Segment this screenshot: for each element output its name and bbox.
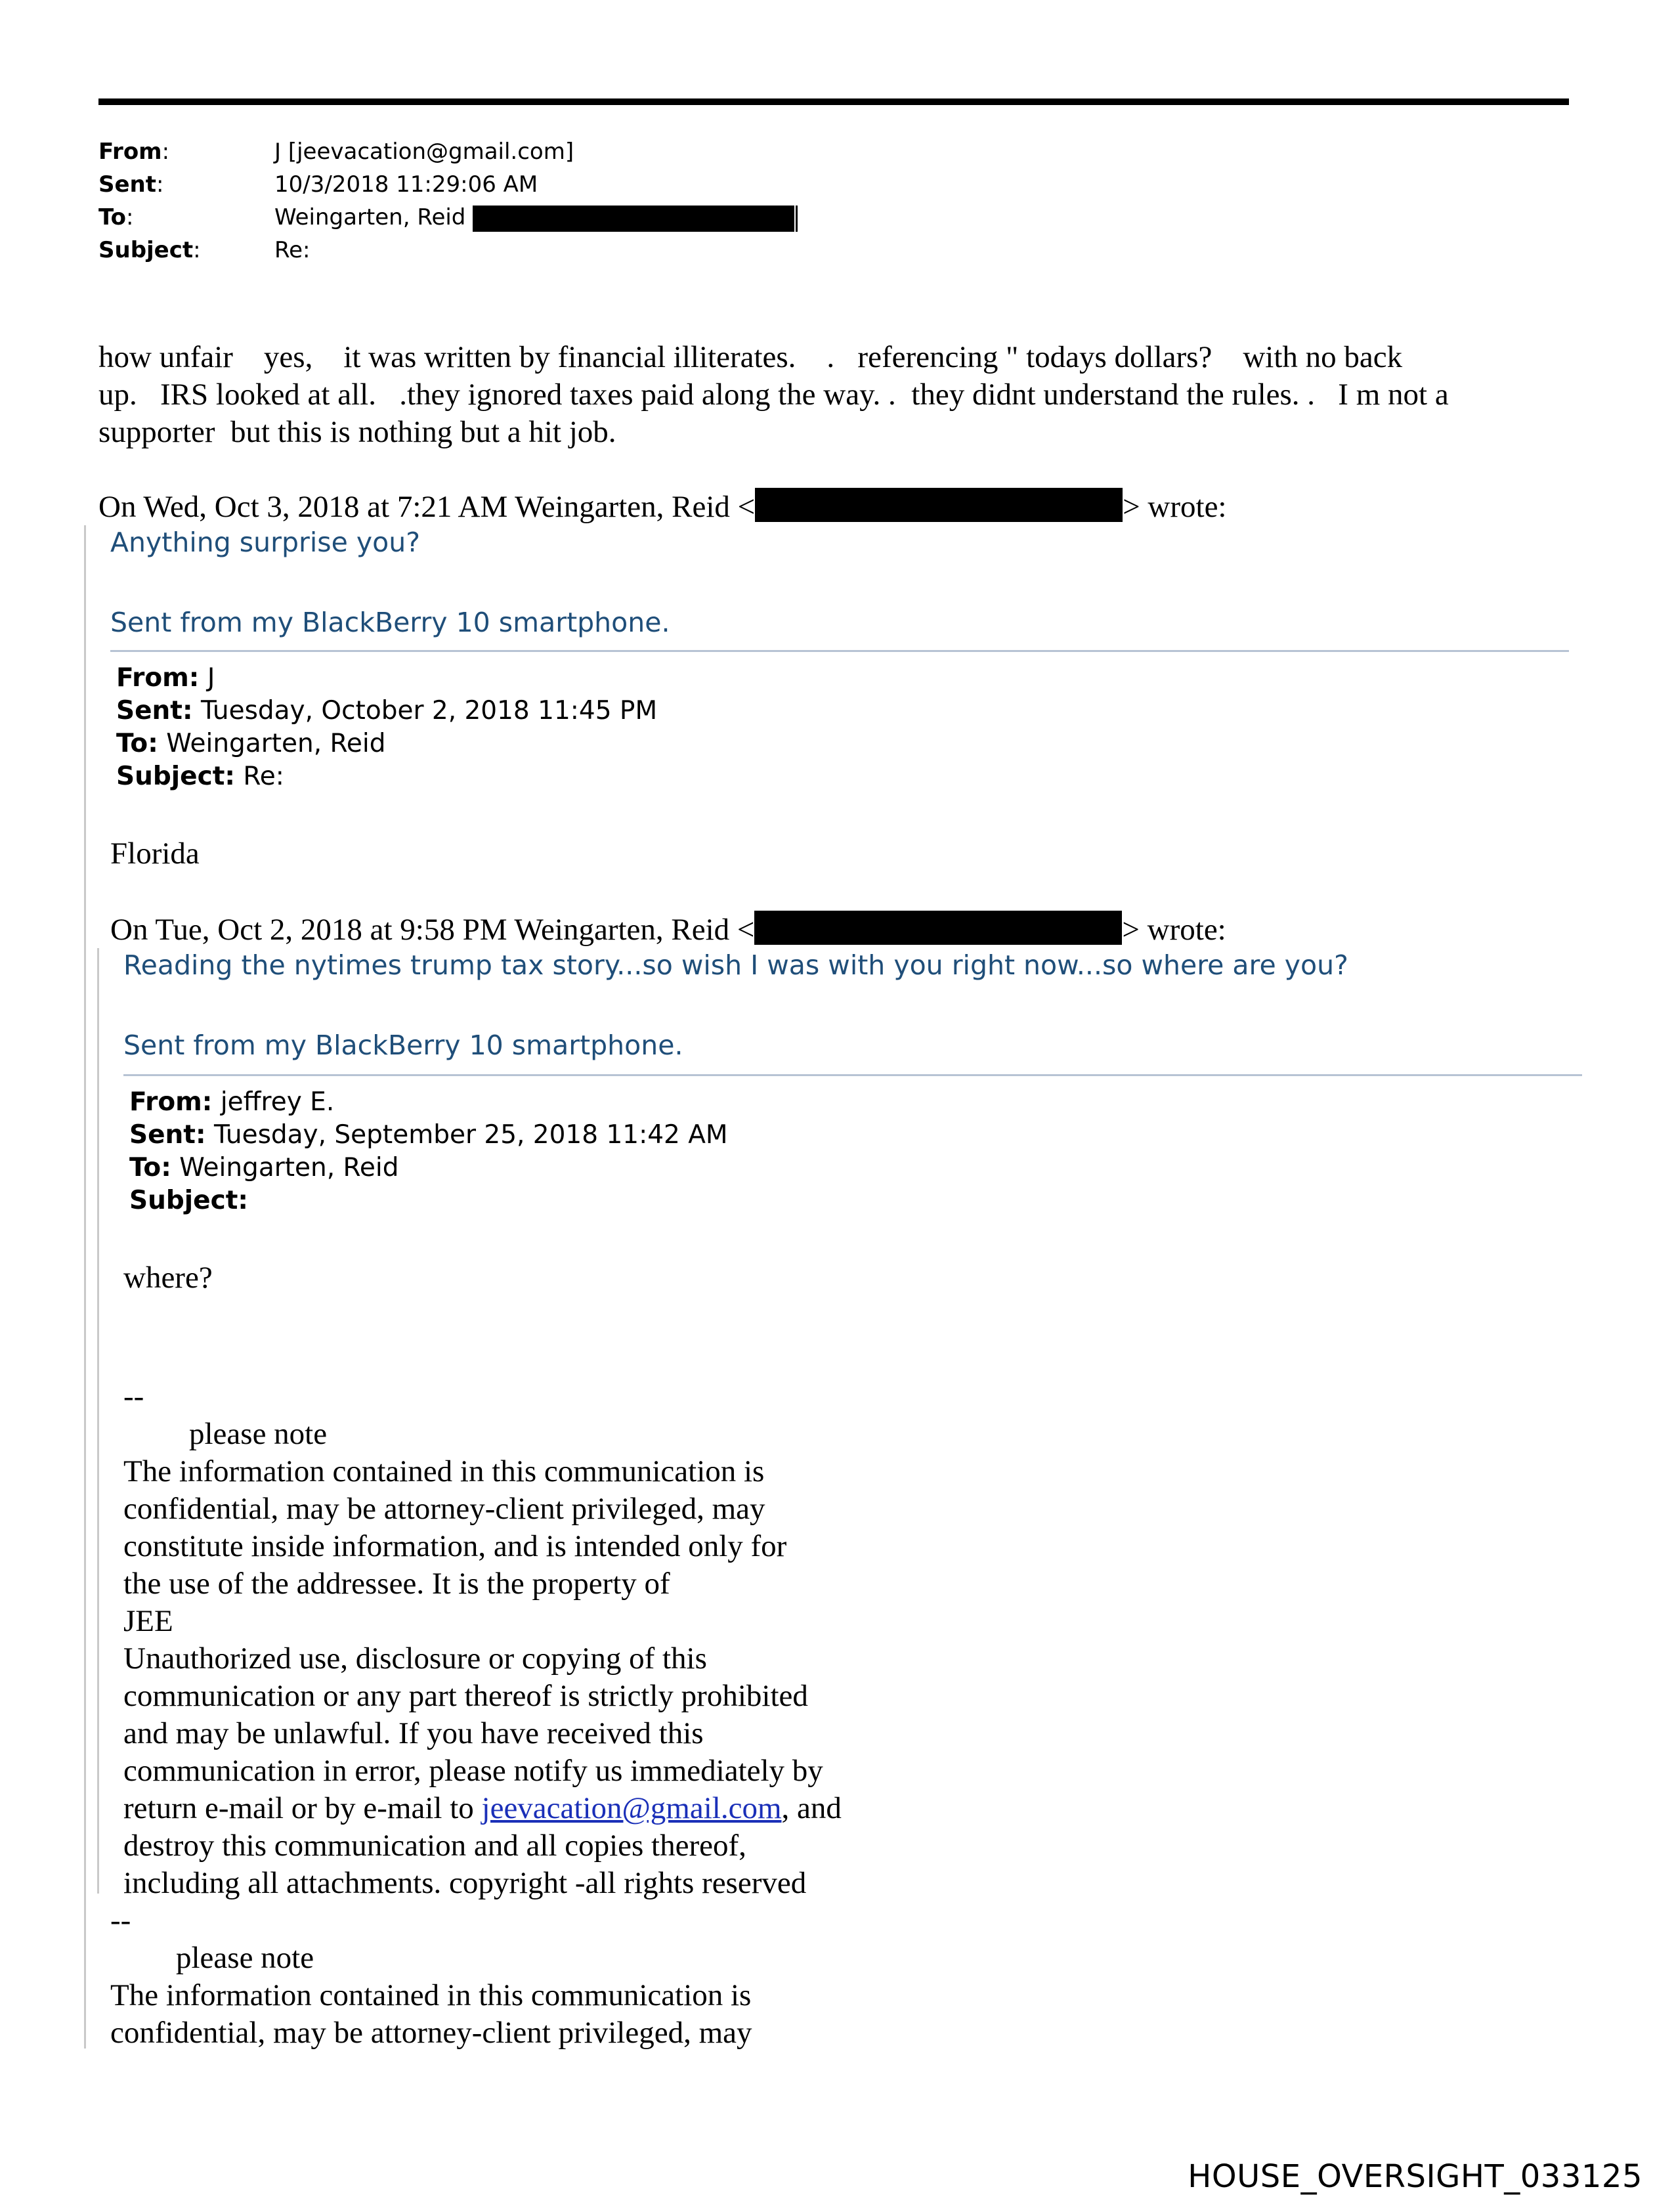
quote2-separator (123, 1074, 1582, 1076)
quote2-intro-tail: > wrote: (1122, 913, 1226, 947)
email-page: From: J [jeevacation@gmail.com] Sent: 10/3/2018 11:29:06 AM To: Weingarten, Reid Subject: Re: how unfair yes, it was written by financial illiterates. . referencing " todays dollars? with no back up. IRS looked at all. .they ignored taxes paid along the way. . they didnt understand the rules. . I m not a supporter but this is nothing but a hit job. On Wed, Oct 3, 2018 at 7:21 AM Weingarten, Reid < > wrote: Anything surprise you? Sent from my BlackBerry 10 smartphone. From: J Sent: Tuesday, October 2, 2018 11:45 PM To: Weingarten, Reid Subject: Re: Florida On Tue, Oct 2, 2018 at 9:58 PM Weingarten, Reid < > wrote: Reading the nytimes trump tax story...so wish I was with you right now...so where are you? Sent from my BlackBerry 10 smartphone. From: jeffrey E. Sent: Tuesday, September 25, 2018 11:42 AM To: Weingarten, Reid Subject: where? -- please note The information contained in this communication is confidential, may be attorney-client privileged, may constitute inside information, and is intended only for the use of the addressee. It is the property of JEE Unauthorized use, disclosure or copying of this communication or any part thereof is strictly prohibited and may be unlawful. If you have received this communication in error, please notify us immediately by return e-mail or by e-mail to jeevacation@gmail.com, and destroy this communication and all copies thereof, including all attachments. copyright -all rights reserved -- please note The information contained in this communication is confidential, may be attorney-client privileged, may HOUSE_OVERSIGHT_033125 (0, 0, 1674, 2212)
quote2-sent-label: Sent: (129, 1120, 206, 1150)
quote2-sent-row (129, 1119, 728, 1152)
disclaimer1-line: destroy this communication and all copies thereof, (123, 1829, 746, 1863)
quote2-sent-value: Tuesday, September 25, 2018 11:42 AM (213, 1120, 728, 1150)
quote1-intro-text: On Wed, Oct 3, 2018 at 7:21 AM Weingarten, Reid < (98, 490, 756, 524)
disclaimer1-line (123, 1790, 842, 1827)
quote2-subject-label: Subject: (129, 1186, 248, 1215)
redaction-box (473, 206, 794, 232)
bates-number: HOUSE_OVERSIGHT_033125 (1188, 2158, 1642, 2195)
quote-bar-level-2 (97, 948, 99, 1894)
quote2-subject-row (129, 1184, 248, 1217)
quote2-intro (110, 911, 1226, 949)
quote2-from-row (129, 1086, 334, 1119)
quote2-signature: Sent from my BlackBerry 10 smartphone. (123, 1030, 683, 1061)
quote2-body: where? (123, 1261, 213, 1295)
disclaimer1-note: please note (189, 1417, 328, 1451)
disclaimer1-line: the use of the addressee. It is the property of (123, 1567, 670, 1601)
header-sent-label: Sent (98, 171, 157, 198)
disclaimer1-line-tail: , and (781, 1791, 842, 1825)
quote1-message: Anything surprise you? (110, 527, 420, 558)
email-link[interactable]: jeevacation@gmail.com (481, 1791, 782, 1825)
disclaimer1-line: including all attachments. copyright -all rights reserved (123, 1866, 807, 1900)
quote2-intro-text: On Tue, Oct 2, 2018 at 9:58 PM Weingarten, Reid < (110, 913, 755, 947)
disclaimer1-dashes: -- (123, 1379, 144, 1414)
disclaimer2-line: confidential, may be attorney-client privileged, may (110, 2016, 752, 2050)
quote1-from-value: J (207, 663, 215, 693)
quote1-separator (110, 650, 1569, 652)
quote1-sent-label: Sent: (116, 696, 193, 726)
quote2-to-row (129, 1152, 398, 1184)
quote1-intro-tail: > wrote: (1123, 490, 1227, 524)
quote1-sent-row (116, 695, 657, 727)
header-to-label: To (98, 204, 127, 230)
disclaimer1-line: constitute inside information, and is intended only for (123, 1529, 787, 1563)
quote1-subject-value: Re: (243, 762, 284, 791)
quote1-to-row (116, 727, 385, 760)
quote1-body: Florida (110, 836, 200, 871)
disclaimer1-line: communication or any part thereof is strictly prohibited (123, 1679, 808, 1713)
disclaimer1-line: communication in error, please notify us immediately by (123, 1754, 823, 1788)
quote1-to-label: To: (116, 729, 158, 758)
quote1-sent-value: Tuesday, October 2, 2018 11:45 PM (200, 696, 658, 726)
redaction-box (754, 911, 1122, 945)
quote1-signature: Sent from my BlackBerry 10 smartphone. (110, 607, 670, 638)
disclaimer1-line-text: return e-mail or by e-mail to (123, 1791, 482, 1825)
quote2-message: Reading the nytimes trump tax story...so wish I was with you right now...so where are you? (123, 949, 1348, 981)
quote-bar-level-1 (84, 525, 86, 2049)
quote1-subject-label: Subject: (116, 762, 235, 791)
disclaimer1-line: The information contained in this communication is (123, 1454, 765, 1488)
disclaimer1-line: and may be unlawful. If you have received this (123, 1716, 704, 1750)
top-rule (98, 98, 1569, 105)
quote1-subject-row (116, 760, 284, 793)
header-from-value: J [jeevacation@gmail.com] (274, 139, 574, 165)
header-subject-label: Subject (98, 237, 194, 263)
disclaimer2-line: The information contained in this communication is (110, 1978, 752, 2012)
disclaimer1-line: Unauthorized use, disclosure or copying of this (123, 1641, 707, 1676)
reply-line-1: how unfair yes, it was written by financial illiterates. . referencing " todays dollars? with no back (98, 340, 1403, 374)
disclaimer1-line: JEE (123, 1604, 173, 1638)
reply-line-2: up. IRS looked at all. .they ignored taxes paid along the way. . they didnt understand the rules. . I m not a (98, 378, 1449, 412)
quote1-from-row (116, 662, 215, 695)
quote2-from-value: jeffrey E. (220, 1087, 335, 1117)
disclaimer2-note: please note (176, 1941, 314, 1975)
disclaimer2-dashes: -- (110, 1903, 131, 1938)
quote2-to-value: Weingarten, Reid (179, 1153, 399, 1182)
header-to-value: Weingarten, Reid (274, 204, 466, 230)
header-from-label: From (98, 139, 162, 165)
quote2-from-label: From: (129, 1087, 213, 1117)
header-sent-value: 10/3/2018 11:29:06 AM (274, 171, 538, 198)
reply-line-3: supporter but this is nothing but a hit job. (98, 415, 616, 449)
disclaimer1-line: confidential, may be attorney-client privileged, may (123, 1492, 765, 1526)
header-subject-value: Re: (274, 237, 311, 263)
redaction-box (755, 488, 1123, 522)
quote1-intro (98, 488, 1226, 526)
redaction-edge (796, 206, 798, 232)
quote1-from-label: From: (116, 663, 200, 693)
quote1-to-value: Weingarten, Reid (166, 729, 386, 758)
quote2-to-label: To: (129, 1153, 171, 1182)
